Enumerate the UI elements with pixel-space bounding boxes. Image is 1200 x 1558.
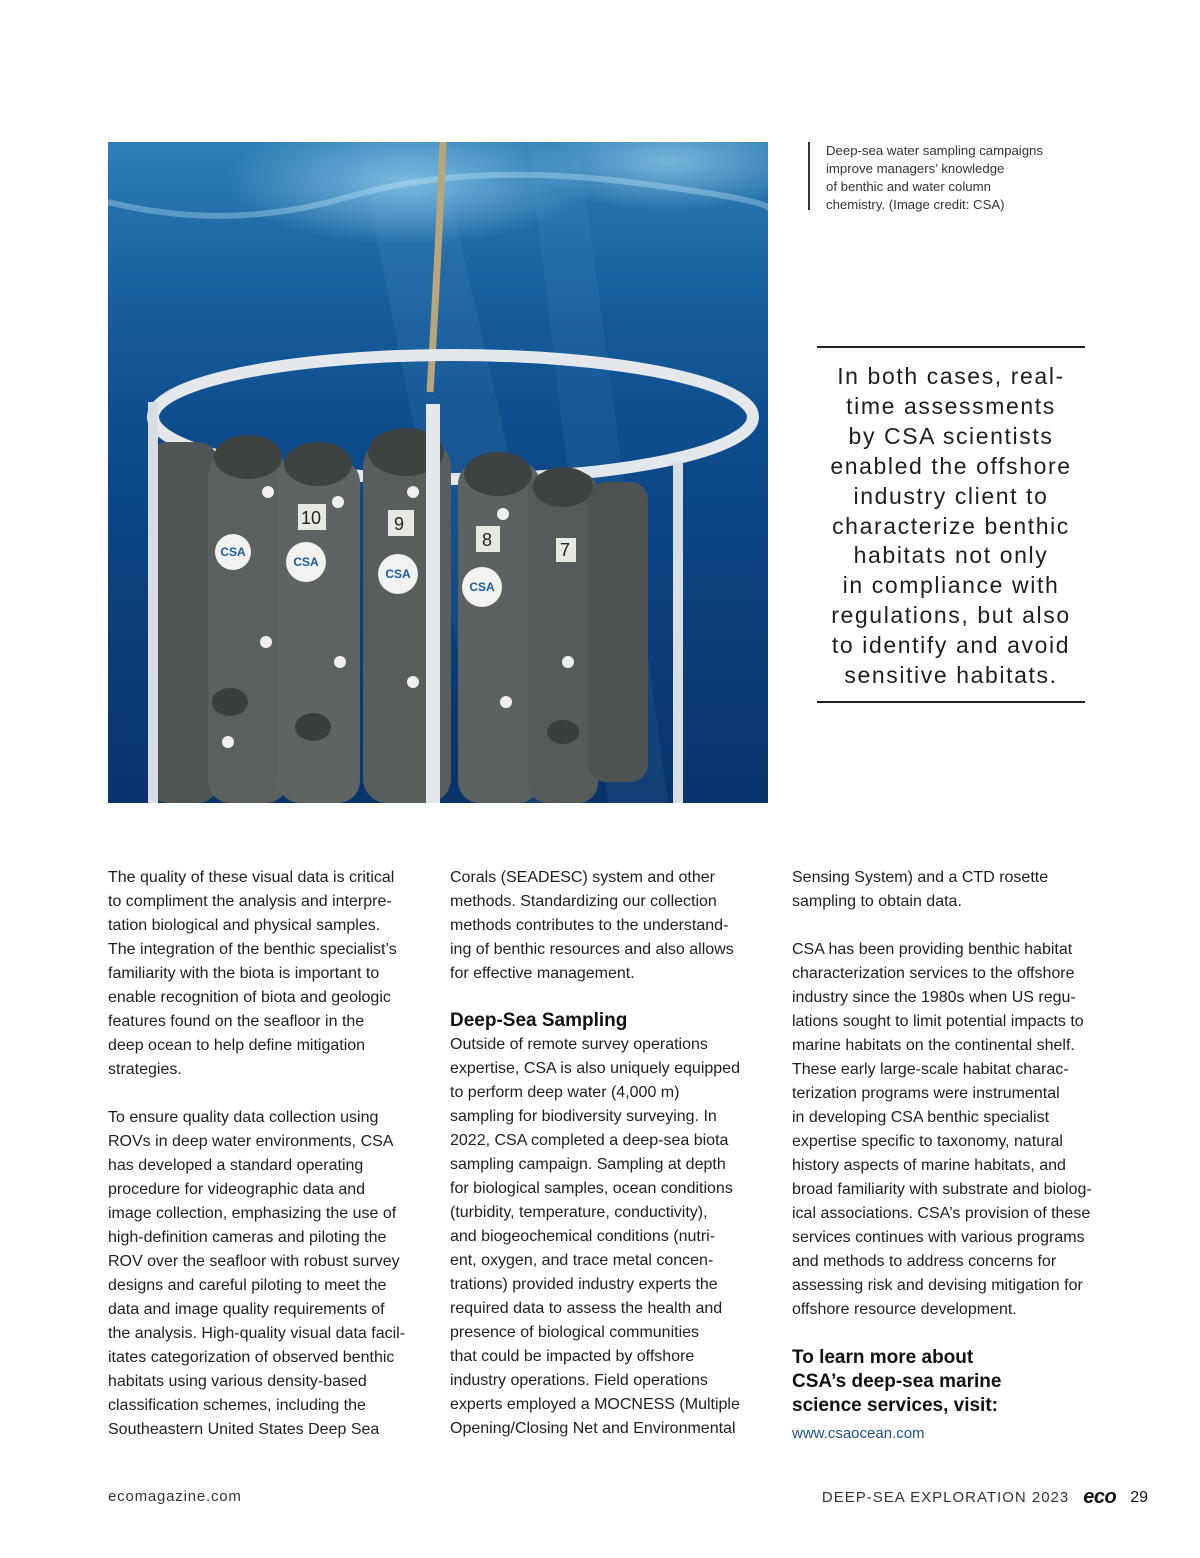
body-line: To ensure quality data collection using [108, 1109, 379, 1126]
body-line: required data to assess the health and [450, 1300, 723, 1317]
body-line: and biogeochemical conditions (nutri- [450, 1228, 716, 1245]
body-line: expertise, CSA is also uniquely equipped [450, 1060, 740, 1077]
pull-quote-line: to identify and avoid [831, 632, 1071, 659]
body-column-2 [450, 866, 775, 1441]
pull-quote-line: in compliance with [842, 572, 1060, 599]
body-line: classification schemes, including the [108, 1397, 366, 1414]
csa-logo-text: CSA [293, 555, 319, 569]
body-line: industry operations. Field operations [450, 1372, 708, 1389]
body-line: habitats using various density-based [108, 1373, 367, 1390]
body-line: sampling to obtain data. [792, 893, 962, 910]
body-line: image collection, emphasizing the use of [108, 1205, 397, 1222]
cta-line: To learn more about [792, 1347, 974, 1368]
body-line: tation biological and physical samples. [108, 917, 381, 934]
body-line: terization programs were instrumental [792, 1085, 1060, 1102]
body-line: sampling for biodiversity surveying. In [450, 1108, 717, 1125]
cta-line: science services, visit: [792, 1395, 998, 1416]
pull-quote-line: sensitive habitats. [844, 662, 1058, 689]
body-line: Outside of remote survey operations [450, 1036, 708, 1053]
body-line: trations) provided industry experts the [450, 1276, 718, 1293]
caption-line: improve managers’ knowledge [826, 161, 1005, 176]
body-line: has developed a standard operating [108, 1157, 364, 1174]
pull-quote [817, 346, 1085, 703]
body-line: ing of benthic resources and also allows [450, 941, 734, 958]
body-line: ROVs in deep water environments, CSA [108, 1133, 394, 1150]
footer-section-title: DEEP-SEA EXPLORATION 2023 [821, 1489, 1070, 1506]
body-line: ent, oxygen, and trace metal concen- [450, 1252, 714, 1269]
body-line: data and image quality requirements of [108, 1301, 385, 1318]
body-line: presence of biological communities [450, 1324, 700, 1341]
body-line: and methods to address concerns for [792, 1253, 1057, 1270]
pull-quote-line: regulations, but also [831, 602, 1071, 629]
body-line: Corals (SEADESC) system and other [450, 869, 715, 886]
caption-line: chemistry. (Image credit: CSA) [826, 197, 1005, 212]
body-line: to compliment the analysis and interpre- [108, 893, 392, 910]
body-line: to perform deep water (4,000 m) [450, 1084, 680, 1101]
body-column-1 [108, 866, 428, 1442]
body-line: designs and careful piloting to meet the [108, 1277, 387, 1294]
pull-quote-line: industry client to [853, 482, 1049, 509]
body-line: Sensing System) and a CTD rosette [792, 869, 1049, 886]
body-line: These early large-scale habitat charac- [792, 1061, 1069, 1078]
csa-logo-text: CSA [469, 580, 495, 594]
photo-caption [808, 142, 1096, 210]
body-line: The integration of the benthic specialist’s [108, 941, 397, 958]
body-line: ical associations. CSA’s provision of these [792, 1205, 1091, 1222]
body-line: experts employed a MOCNESS (Multiple [450, 1396, 740, 1413]
pull-quote-line: by CSA scientists [848, 422, 1054, 449]
page-number: 29 [1130, 1488, 1148, 1506]
body-line: industry since the 1980s when US regu- [792, 989, 1076, 1006]
pull-quote-line: In both cases, real- [837, 363, 1065, 389]
body-line: characterization services to the offshore [792, 965, 1075, 982]
pull-quote-line: time assessments [846, 392, 1056, 419]
body-line: offshore resource development. [792, 1301, 1017, 1318]
body-line: ROV over the seafloor with robust survey [108, 1253, 400, 1270]
body-line: The quality of these visual data is critical [108, 869, 395, 886]
canister-label: 10 [301, 508, 322, 528]
body-line: familiarity with the biota is important to [108, 965, 380, 982]
body-line: strategies. [108, 1061, 182, 1078]
footer-right [822, 1486, 1148, 1509]
caption-line: of benthic and water column [826, 179, 991, 194]
body-line: assessing risk and devising mitigation for [792, 1277, 1083, 1294]
body-line: CSA has been providing benthic habitat [792, 941, 1073, 958]
body-line: for effective management. [450, 965, 635, 982]
pull-quote-line: enabled the offshore [830, 452, 1072, 479]
body-line: high-definition cameras and piloting the [108, 1229, 387, 1246]
body-line: enable recognition of biota and geologic [108, 989, 391, 1006]
body-line: methods contributes to the understand- [450, 917, 729, 934]
footer-website: ecomagazine.com [108, 1488, 242, 1505]
body-line: expertise specific to taxonomy, natural [792, 1133, 1063, 1150]
body-line: Opening/Closing Net and Environmental [450, 1420, 736, 1437]
body-line: for biological samples, ocean conditions [450, 1180, 733, 1197]
caption-line: Deep-sea water sampling campaigns [826, 143, 1043, 158]
body-line: lations sought to limit potential impacts to [792, 1013, 1084, 1030]
body-line: that could be impacted by offshore [450, 1348, 695, 1365]
body-line: marine habitats on the continental shelf. [792, 1037, 1075, 1054]
body-line: in developing CSA benthic specialist [792, 1109, 1050, 1126]
csa-logo-text: CSA [385, 567, 411, 581]
csa-logo-text: CSA [220, 545, 246, 559]
cta-line: CSA’s deep-sea marine [792, 1371, 1002, 1392]
canister-label: 8 [482, 530, 493, 550]
body-line: sampling campaign. Sampling at depth [450, 1156, 726, 1173]
canister-label: 7 [560, 540, 571, 560]
body-line: features found on the seafloor in the [108, 1013, 365, 1030]
body-column-3 [792, 866, 1114, 1446]
body-line: (turbidity, temperature, conductivity), [450, 1204, 708, 1221]
body-line: methods. Standardizing our collection [450, 893, 717, 910]
body-line: Southeastern United States Deep Sea [108, 1421, 380, 1438]
body-line: history aspects of marine habitats, and [792, 1157, 1066, 1174]
csa-website-link[interactable]: www.csaocean.com [792, 1425, 925, 1442]
ctd-rosette-illustration [108, 142, 768, 803]
canister-label: 9 [394, 514, 405, 534]
rosette-photo [108, 142, 768, 803]
body-line: deep ocean to help define mitigation [108, 1037, 366, 1054]
pull-quote-line: characterize benthic [832, 512, 1070, 539]
eco-logo: eco [1083, 1486, 1117, 1508]
body-line: broad familiarity with substrate and biolog- [792, 1181, 1092, 1198]
body-line: 2022, CSA completed a deep-sea biota [450, 1132, 729, 1149]
body-line: itates categorization of observed benthic [108, 1349, 395, 1366]
pull-quote-line: habitats not only [853, 542, 1049, 569]
body-line: services continues with various programs [792, 1229, 1085, 1246]
body-line: procedure for videographic data and [108, 1181, 366, 1198]
body-line: the analysis. High-quality visual data facil- [108, 1325, 406, 1342]
section-heading: Deep-Sea Sampling [450, 1010, 628, 1031]
